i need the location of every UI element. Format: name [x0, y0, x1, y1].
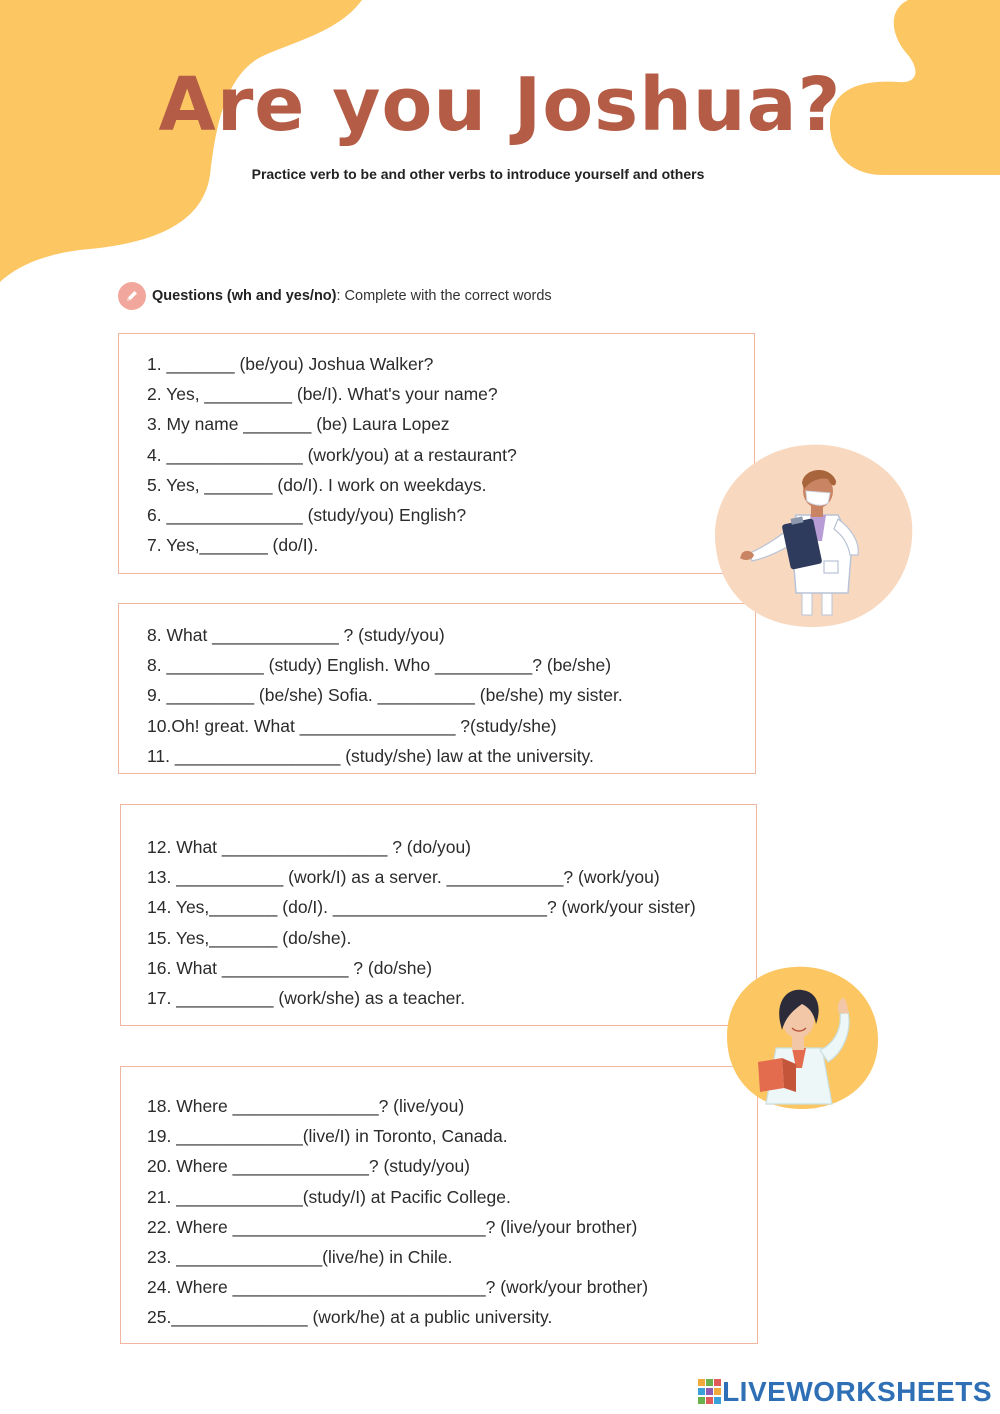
exercise-item: 1. _______ (be/you) Joshua Walker?	[147, 354, 434, 374]
exercise-item: 7. Yes,_______ (do/I).	[147, 535, 319, 556]
teacher-illustration	[724, 964, 880, 1112]
exercise-list-2	[147, 620, 755, 771]
exercise-item: 16. What _____________ ? (do/she)	[147, 957, 433, 978]
exercise-item: 25.______________ (work/he) at a public university.	[147, 1307, 553, 1328]
exercise-item: 3. My name _______ (be) Laura Lopez	[147, 414, 450, 435]
exercise-item: 12. What _________________ ? (do/you)	[147, 837, 472, 857]
exercise-item: 8. __________ (study) English. Who __________? (be/she)	[147, 655, 612, 676]
exercise-box-4	[120, 1066, 758, 1344]
exercise-item: 23. _______________(live/he) in Chile.	[147, 1246, 453, 1267]
liveworksheets-logo[interactable]	[698, 1376, 992, 1408]
exercise-list-3	[147, 832, 756, 1013]
exercise-item: 15. Yes,_______ (do/she).	[147, 927, 352, 948]
exercise-item: 24. Where __________________________? (work/your brother)	[147, 1277, 649, 1298]
exercise-item: 14. Yes,_______ (do/I). ______________________? (work/your sister)	[147, 897, 696, 918]
pencil-icon	[118, 282, 146, 310]
liveworksheets-logo-text: LIVEWORKSHEETS	[722, 1376, 992, 1407]
exercise-box-3	[120, 804, 757, 1026]
exercise-item: 8. What _____________ ? (study/you)	[147, 625, 445, 645]
instructions-heading: Questions (wh and yes/no)	[152, 288, 337, 304]
page-subtitle: Practice verb to be and other verbs to introduce yourself and others	[251, 166, 705, 182]
exercise-item: 11. _________________ (study/she) law at the university.	[147, 745, 594, 766]
exercise-item: 22. Where __________________________? (live/your brother)	[147, 1216, 638, 1237]
exercise-list-1	[147, 349, 754, 560]
instructions	[118, 282, 552, 310]
page-title: Are you Joshua?	[158, 62, 842, 148]
exercise-item: 21. _____________(study/I) at Pacific College.	[147, 1186, 511, 1207]
exercise-item: 18. Where _______________? (live/you)	[147, 1096, 465, 1116]
exercise-box-2	[118, 603, 756, 774]
exercise-item: 9. _________ (be/she) Sofia. __________ (be/she) my sister.	[147, 685, 623, 706]
exercise-item: 19. _____________(live/I) in Toronto, Canada.	[147, 1126, 508, 1147]
instructions-text: : Complete with the correct words	[336, 288, 552, 304]
exercise-item: 2. Yes, _________ (be/I). What's your name?	[147, 384, 498, 405]
exercise-item: 10.Oh! great. What ________________ ?(study/she)	[147, 715, 557, 736]
doctor-illustration	[712, 443, 914, 629]
exercise-item: 6. ______________ (study/you) English?	[147, 504, 467, 525]
exercise-item: 4. ______________ (work/you) at a restaurant?	[147, 444, 517, 465]
exercise-item: 20. Where ______________? (study/you)	[147, 1156, 471, 1177]
exercise-box-1	[118, 333, 755, 574]
liveworksheets-logo-icon	[698, 1379, 722, 1405]
exercise-list-4	[147, 1091, 757, 1333]
exercise-item: 17. __________ (work/she) as a teacher.	[147, 987, 466, 1008]
exercise-item: 5. Yes, _______ (do/I). I work on weekdays.	[147, 474, 487, 495]
exercise-item: 13. ___________ (work/I) as a server. ____________? (work/you)	[147, 867, 660, 888]
